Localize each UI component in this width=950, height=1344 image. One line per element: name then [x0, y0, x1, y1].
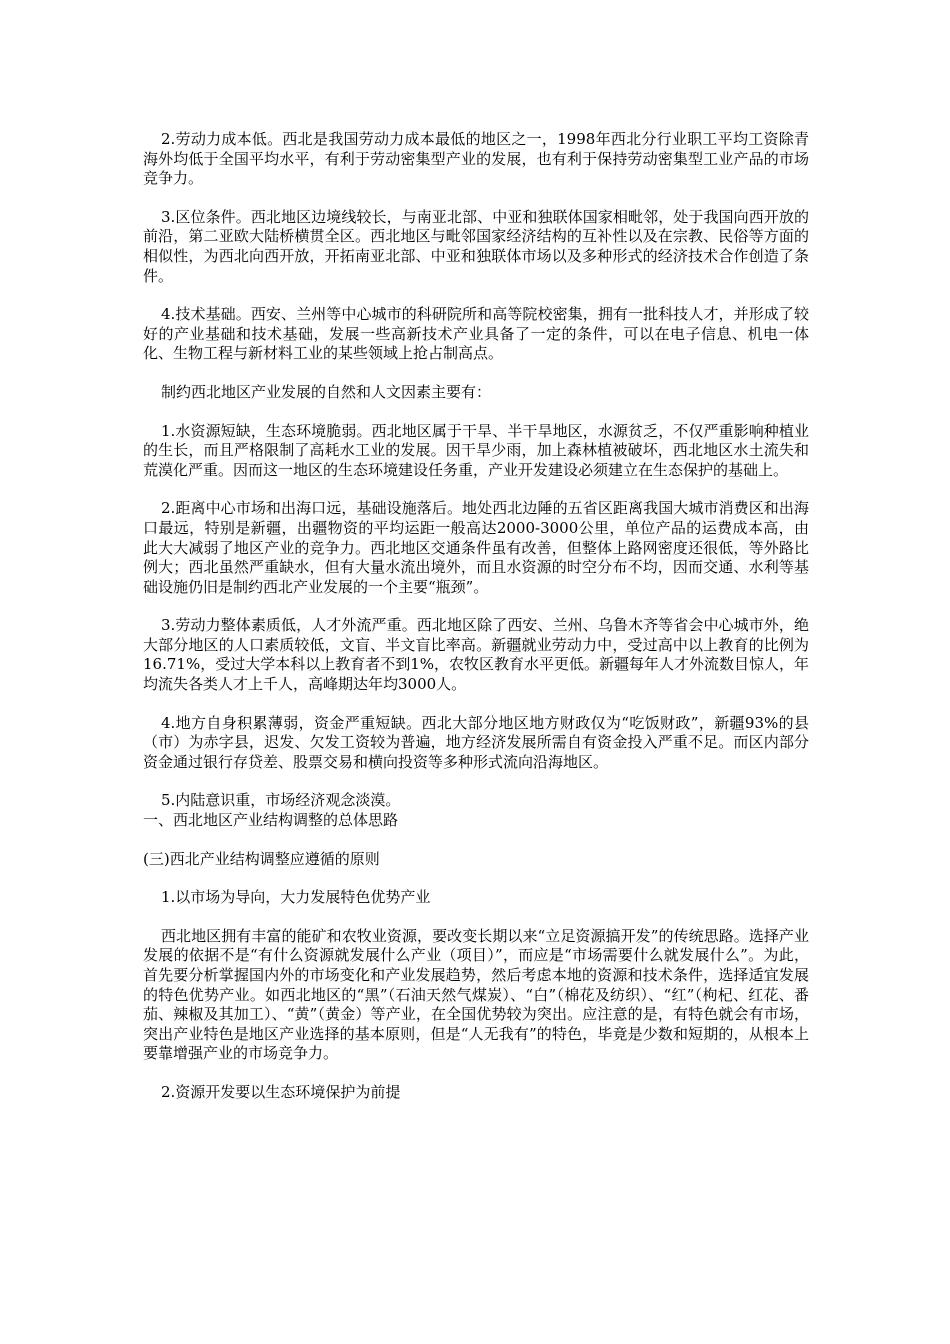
paragraph-location: 3.区位条件。西北地区边境线较长，与南亚北部、中亚和独联体国家相毗邻，处于我国向西开放的前沿，第二亚欧大陆桥横贯全区。西北地区与毗邻国家经济结构的互补性以及在宗教、民俗等方面的相似性，为西北向西开放，开拓南亚北部、中亚和独联体市场以及多种形式的经济技术合作创造了条件。	[143, 207, 809, 285]
document-page	[143, 130, 809, 1122]
paragraph-labor-quality: 3.劳动力整体素质低，人才外流严重。西北地区除了西安、兰州、乌鲁木齐等省会中心城市外，绝大部分地区的人口素质较低，文盲、半文盲比率高。新疆就业劳动力中，受过高中以上教育的比例为16.71%，受过大学本科以上教育者不到1%，农牧区教育水平更低。新疆每年人才外流数目惊人，年均流失各类人才上千人，高峰期达年均3000人。	[143, 616, 809, 694]
paragraph-constraints-intro: 制约西北地区产业发展的自然和人文因素主要有：	[161, 382, 492, 401]
principle-ecology-heading: 2.资源开发要以生态环境保护为前提	[161, 1082, 401, 1101]
subsection-title: (三)西北产业结构调整应遵循的原则	[143, 849, 380, 868]
principle-market-body: 西北地区拥有丰富的能矿和农牧业资源，要改变长期以来“立足资源搞开发”的传统思路。选择产业发展的依据不是“有什么资源就发展什么产业（项目）”，而应是“市场需要什么就发展什么”。为此，首先要分析掌握国内外的市场变化和产业发展趋势，然后考虑本地的资源和技术条件，选择适宜发展的特色优势产业。如西北地区的“黑”（石油天然气煤炭）、“白”（棉花及纺织）、“红”（枸杞、红花、番茄、辣椒及其加工）、“黄”（黄金）等产业，在全国优势较为突出。应注意的是，有特色就会有市场，突出产业特色是地区产业选择的基本原则，但是“人无我有”的特色，毕竟是少数和短期的，从根本上要靠增强产业的市场竞争力。	[143, 926, 809, 1063]
section-title: 一、西北地区产业结构调整的总体思路	[143, 811, 399, 830]
paragraph-water: 1.水资源短缺，生态环境脆弱。西北地区属于干旱、半干旱地区，水源贫乏，不仅严重影响种植业的生长，而且严格限制了高耗水工业的发展。因干旱少雨，加上森林植被破坏，西北地区水土流失和荒漠化严重。因而这一地区的生态环境建设任务重，产业开发建设必须建立在生态保护的基础上。	[143, 421, 809, 479]
paragraph-distance: 2.距离中心市场和出海口远，基础设施落后。地处西北边陲的五省区距离我国大城市消费区和出海口最远，特别是新疆，出疆物资的平均运距一般高达2000-3000公里，单位产品的运费成本高，由此大大减弱了地区产业的竞争力。西北地区交通条件虽有改善，但整体上路网密度还很低，等外路比例大；西北虽然严重缺水，但有大量水流出境外，而且水资源的时空分布不均，因而交通、水利等基础设施仍旧是制约西北产业发展的一个主要“瓶颈”。	[143, 499, 809, 596]
paragraph-market-awareness: 5.内陆意识重，市场经济观念淡漠。	[161, 791, 401, 810]
principle-market-heading: 1.以市场为导向，大力发展特色优势产业	[161, 888, 431, 907]
paragraph-funding: 4.地方自身积累薄弱，资金严重短缺。西北大部分地区地方财政仅为“吃饭财政”，新疆93%的县（市）为赤字县，迟发、欠发工资较为普遍，地方经济发展所需自有资金投入严重不足。而区内部分资金通过银行存贷差、股票交易和横向投资等多种形式流向沿海地区。	[143, 713, 809, 771]
paragraph-technology: 4.技术基础。西安、兰州等中心城市的科研院所和高等院校密集，拥有一批科技人才，并形成了较好的产业基础和技术基础，发展一些高新技术产业具备了一定的条件，可以在电子信息、机电一体化、生物工程与新材料工业的某些领域上抢占制高点。	[143, 305, 809, 363]
paragraph-labor-cost: 2.劳动力成本低。西北是我国劳动力成本最低的地区之一，1998年西北分行业职工平均工资除青海外均低于全国平均水平，有利于劳动密集型产业的发展，也有利于保持劳动密集型工业产品的市场竞争力。	[143, 130, 809, 188]
